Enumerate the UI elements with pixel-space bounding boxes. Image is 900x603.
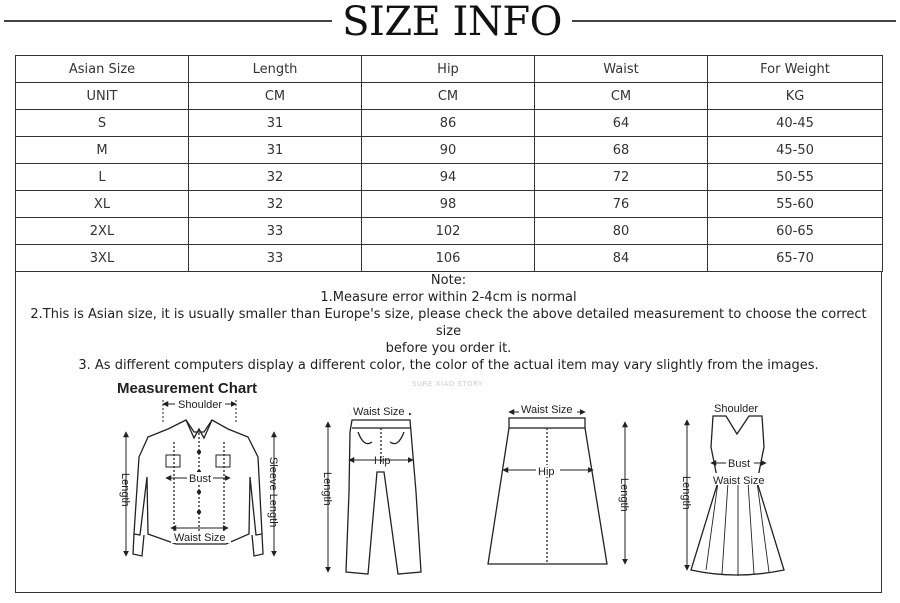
- table-cell: 50-55: [708, 164, 883, 191]
- table-cell: CM: [189, 83, 362, 110]
- table-cell: 31: [189, 137, 362, 164]
- table-units-row: [16, 83, 883, 110]
- table-cell: For Weight: [708, 56, 883, 83]
- pants-hip-label: Hip: [374, 455, 391, 467]
- note-1: 1.Measure error within 2-4cm is normal: [320, 290, 577, 305]
- table-row: [16, 110, 883, 137]
- dress-shoulder-label: Shoulder: [714, 403, 759, 415]
- table-cell: 2XL: [16, 218, 189, 245]
- table-cell: Length: [189, 56, 362, 83]
- note-2-continued: before you order it.: [385, 341, 512, 356]
- table-cell: 90: [362, 137, 535, 164]
- skirt-length-label: Length: [618, 478, 630, 512]
- table-row: [16, 164, 883, 191]
- table-cell: 33: [189, 245, 362, 272]
- pants-waist-label: Waist Size: [353, 406, 405, 418]
- table-cell: 98: [362, 191, 535, 218]
- dress-bust-label: Bust: [728, 458, 751, 470]
- table-cell: 72: [535, 164, 708, 191]
- note-3: 3. As different computers display a different color, the color of the actual item may vary slightly from the images.: [78, 358, 819, 373]
- table-cell: 31: [189, 110, 362, 137]
- table-cell: 84: [535, 245, 708, 272]
- table-row: [16, 191, 883, 218]
- table-cell: 106: [362, 245, 535, 272]
- table-cell: Waist: [535, 56, 708, 83]
- table-cell: S: [16, 110, 189, 137]
- table-cell: 33: [189, 218, 362, 245]
- table-cell: 3XL: [16, 245, 189, 272]
- shirt-sleeve-label: Sleeve Length: [267, 457, 279, 528]
- skirt-diagram: [488, 418, 607, 564]
- dress-diagram: [691, 416, 784, 576]
- skirt-hip-label: Hip: [538, 466, 555, 478]
- pants-length-label: Length: [321, 472, 333, 506]
- dress-waist-label: Waist Size: [713, 475, 765, 487]
- title-rule-left: [4, 20, 332, 22]
- title-row: [0, 0, 900, 48]
- table-cell: Asian Size: [16, 56, 189, 83]
- table-cell: M: [16, 137, 189, 164]
- shirt-bust-label: Bust: [189, 473, 212, 485]
- pants-outline-icon: [346, 420, 421, 574]
- table-row: [16, 245, 883, 272]
- table-cell: 40-45: [708, 110, 883, 137]
- note-2: 2.This is Asian size, it is usually smaller than Europe's size, please check the above detailed measurement to choose the correct size: [30, 307, 867, 339]
- table-cell: L: [16, 164, 189, 191]
- table-cell: KG: [708, 83, 883, 110]
- notes-heading: Note:: [430, 273, 467, 288]
- table-cell: 64: [535, 110, 708, 137]
- table-cell: 68: [535, 137, 708, 164]
- table-cell: 45-50: [708, 137, 883, 164]
- pants-diagram: [346, 420, 421, 574]
- size-table: [15, 55, 883, 272]
- table-cell: 76: [535, 191, 708, 218]
- page-title: SIZE INFO: [342, 0, 562, 45]
- table-cell: 32: [189, 164, 362, 191]
- table-row: [16, 137, 883, 164]
- table-cell: UNIT: [16, 83, 189, 110]
- dress-length-label: Length: [680, 476, 692, 510]
- table-cell: 102: [362, 218, 535, 245]
- skirt-waist-label: Waist Size: [521, 404, 573, 416]
- table-cell: 65-70: [708, 245, 883, 272]
- table-cell: CM: [362, 83, 535, 110]
- table-header-row: [16, 56, 883, 83]
- measurement-diagrams: [16, 272, 881, 592]
- table-row: [16, 218, 883, 245]
- table-cell: 32: [189, 191, 362, 218]
- table-cell: CM: [535, 83, 708, 110]
- shirt-length-label: Length: [119, 473, 131, 507]
- title-rule-right: [572, 20, 896, 22]
- notes-and-chart-panel: [15, 272, 882, 593]
- table-cell: 55-60: [708, 191, 883, 218]
- watermark: SURE XIAO STORY: [412, 380, 483, 388]
- measurement-chart-title: Measurement Chart: [117, 380, 258, 397]
- table-cell: XL: [16, 191, 189, 218]
- table-cell: 60-65: [708, 218, 883, 245]
- shirt-shoulder-label: Shoulder: [178, 399, 223, 411]
- table-cell: Hip: [362, 56, 535, 83]
- table-cell: 80: [535, 218, 708, 245]
- dress-outline-icon: [691, 416, 784, 575]
- table-cell: 94: [362, 164, 535, 191]
- shirt-waist-label: Waist Size: [174, 532, 226, 544]
- table-cell: 86: [362, 110, 535, 137]
